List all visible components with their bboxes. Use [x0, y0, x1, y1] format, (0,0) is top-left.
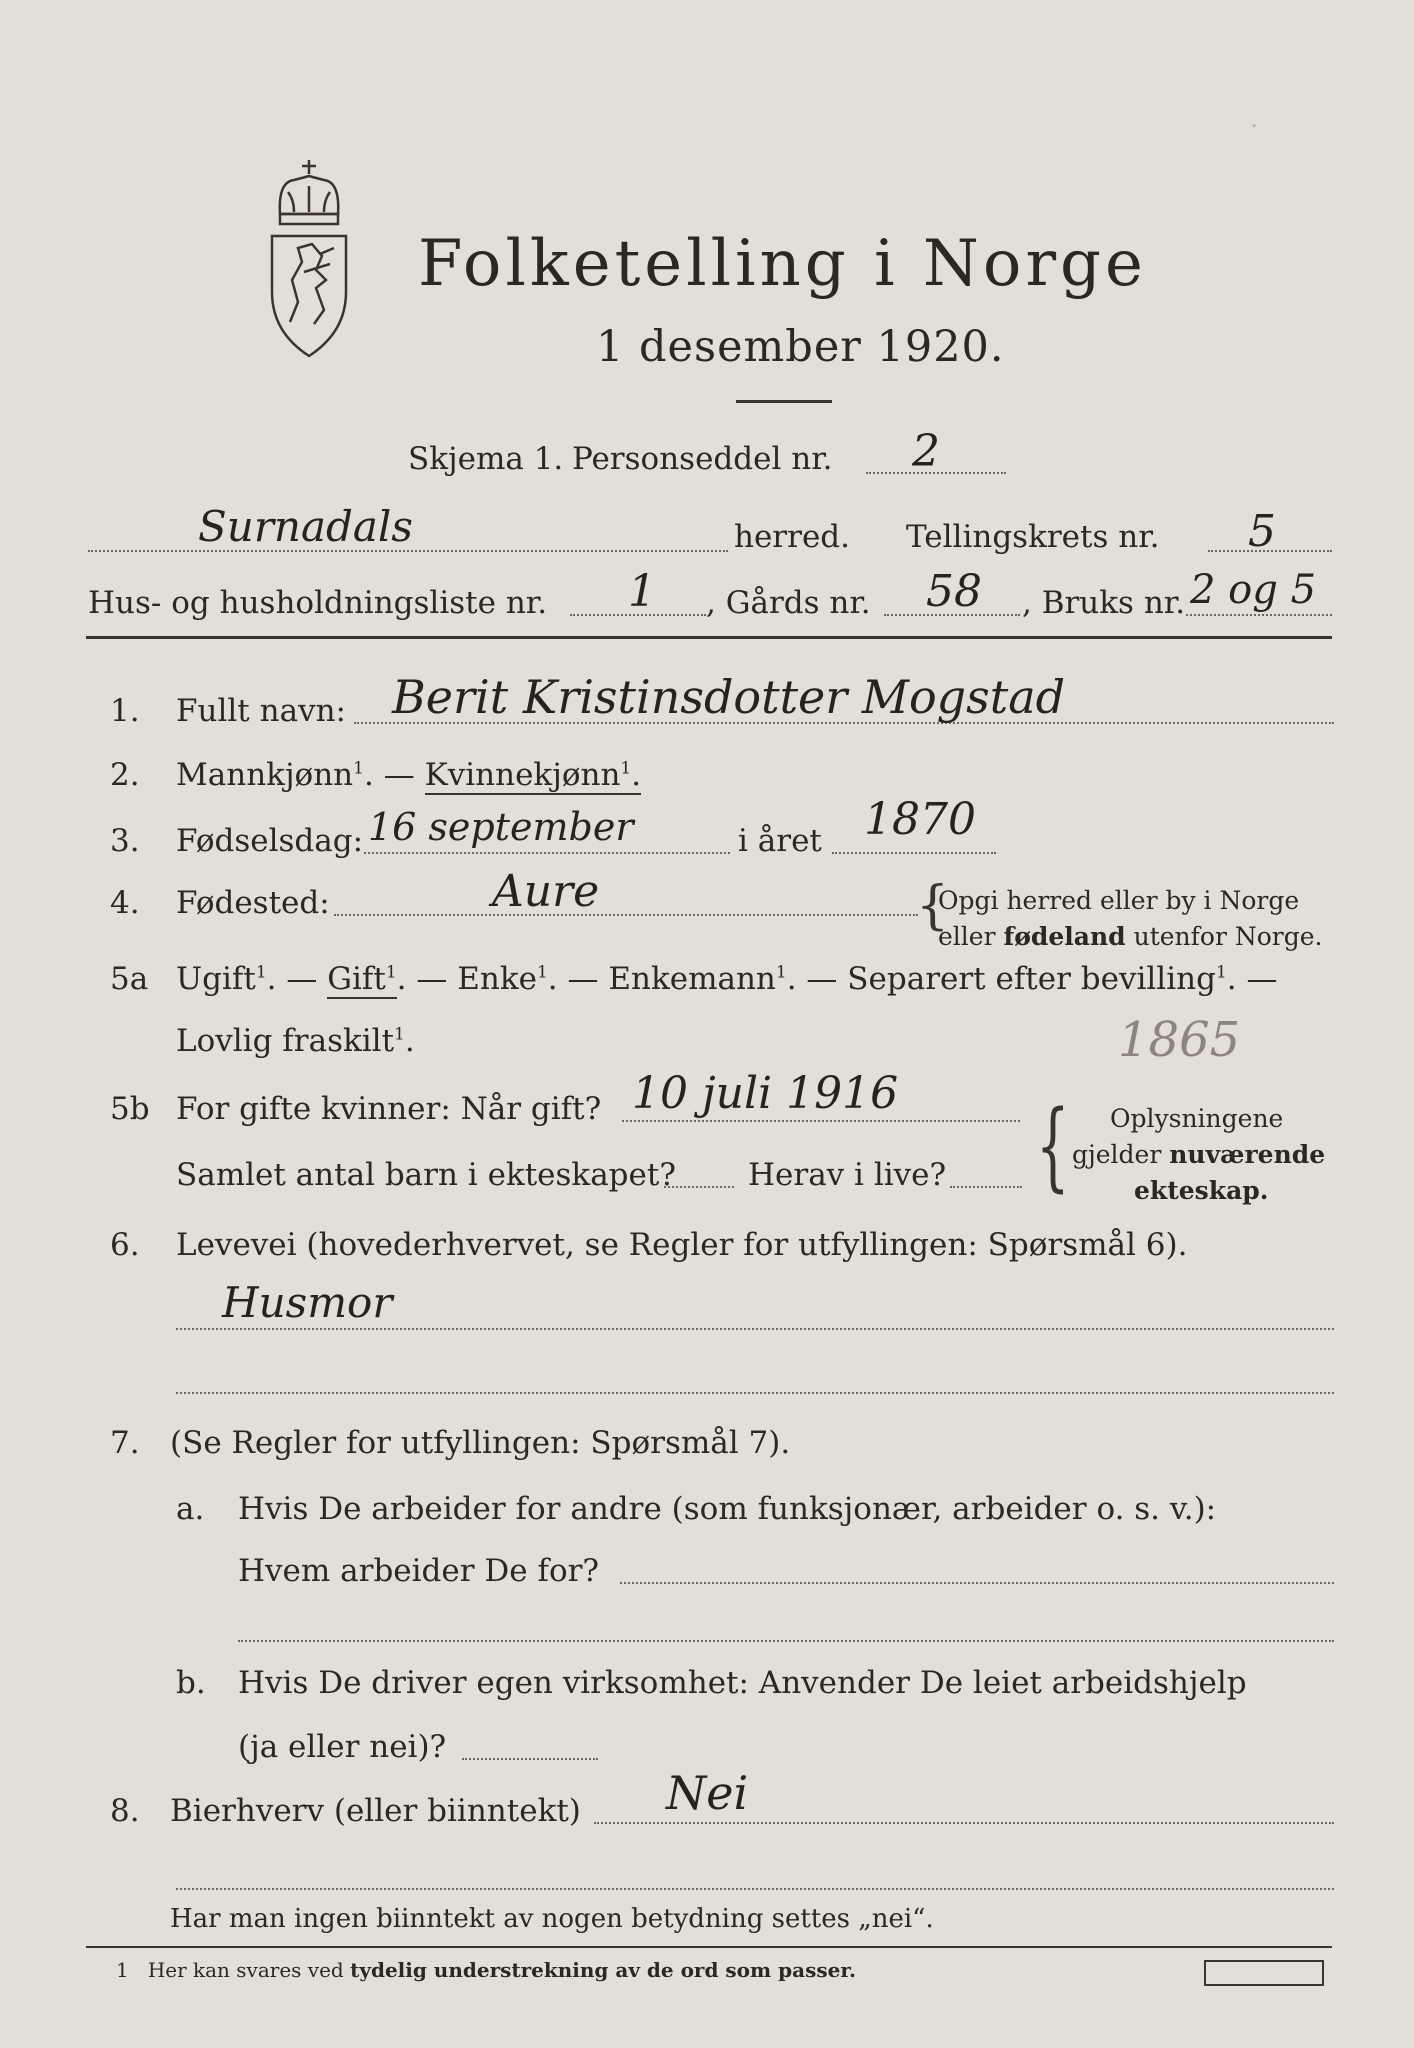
bruks-field	[1186, 614, 1332, 616]
q5b-note-line1: Oplysningene	[1110, 1104, 1284, 1133]
q3-aaret-label: i året	[738, 823, 822, 859]
q4-field	[334, 914, 918, 916]
q5a-fraskilt-end: .	[404, 1023, 415, 1059]
q2-kvinnekjonn: Kvinnekjønn	[424, 757, 621, 793]
title-divider	[736, 400, 832, 403]
q5a-mark-2: 1	[385, 962, 397, 983]
q5a-gift: Gift	[327, 961, 386, 997]
footnote-text-b: tydelig understrekning av de ord som passer.	[350, 1958, 856, 1982]
q5a-mark-3: 1	[536, 962, 548, 983]
q5b-note-nuvaerende: nuværende	[1169, 1140, 1326, 1169]
q2-kvinnekjonn-underlined	[425, 757, 642, 795]
q7b-field	[462, 1758, 598, 1760]
q4-number: 4.	[110, 885, 140, 921]
q5a-mark-1: 1	[255, 962, 267, 983]
q6-label: Levevei (hovederhvervet, se Regler for utfyllingen: Spørsmål 6).	[176, 1227, 1188, 1263]
q5a-mark-6: 1	[394, 1024, 405, 1045]
skjema-label: Skjema 1.	[408, 441, 564, 477]
q4-value: Aure	[492, 866, 600, 917]
q7a-text: Hvis De arbeider for andre (som funksjonær, arbeider o. s. v.):	[238, 1491, 1217, 1527]
q7-label: (Se Regler for utfyllingen: Spørsmål 7).	[170, 1425, 791, 1461]
q1-label: Fullt navn:	[176, 693, 346, 729]
q2-separator: . —	[363, 757, 415, 793]
q5a-end: . —	[1226, 961, 1278, 997]
q5a-sep-1: . —	[266, 961, 328, 997]
q2-options	[176, 757, 642, 793]
q3-year-value: 1870	[864, 794, 976, 845]
personseddel-label: Personseddel nr.	[572, 441, 833, 477]
q5a-gift-underlined	[327, 961, 396, 999]
q7b-text: Hvis De driver egen virksomhet: Anvender De leiet arbeidshjelp	[238, 1665, 1247, 1701]
q6-value: Husmor	[222, 1278, 393, 1327]
herred-value: Surnadals	[198, 502, 413, 551]
personseddel-value: 2	[912, 426, 940, 477]
q3-day-value: 16 september	[368, 805, 634, 849]
q6-field-1	[176, 1328, 1334, 1330]
q3-label: Fødselsdag:	[176, 823, 364, 859]
q5b-value: 10 juli 1916	[632, 1068, 899, 1119]
q1-number: 1.	[110, 693, 140, 729]
q7b-letter: b.	[176, 1665, 206, 1701]
q5b-note-line3: ekteskap.	[1134, 1176, 1269, 1205]
q5a-line2	[176, 1023, 415, 1059]
q4-note-line1: Opgi herred eller by i Norge	[938, 886, 1300, 915]
q8-value: Nei	[666, 1766, 749, 1820]
printer-stamp	[1204, 1960, 1324, 1986]
q8-number: 8.	[110, 1793, 140, 1829]
census-date: 1 desember 1920.	[596, 322, 1005, 372]
q5a-fraskilt: Lovlig fraskilt	[176, 1023, 395, 1059]
q5b-number: 5b	[110, 1091, 150, 1127]
q4-note-utenfor: utenfor Norge.	[1125, 922, 1323, 951]
norwegian-coat-of-arms-icon	[258, 152, 360, 364]
footnote-text-a: Her kan svares ved	[147, 1958, 351, 1982]
q2-end: .	[631, 757, 642, 793]
q6-number: 6.	[110, 1227, 140, 1263]
q8-field	[594, 1822, 1334, 1824]
q5a-enke: . — Enke	[396, 961, 537, 997]
gards-label: , Gårds nr.	[706, 585, 871, 621]
q5a-ugift: Ugift	[176, 961, 256, 997]
bleed-through-text: ·	[1250, 112, 1259, 142]
q5a-annotation: 1865	[1118, 1012, 1241, 1068]
herred-label: herred.	[734, 519, 850, 555]
q5a-mark-5: 1	[1215, 962, 1227, 983]
bruks-value: 2 og 5	[1190, 567, 1317, 613]
q2-footnote-mark-1: 1	[353, 758, 364, 779]
footnote-number: 1	[116, 1958, 129, 1982]
q4-note-eller: eller	[938, 922, 1004, 951]
hus-value: 1	[628, 566, 656, 617]
q5a-number: 5a	[110, 961, 149, 997]
q5b-children-field	[664, 1186, 734, 1188]
hus-label: Hus- og husholdningsliste nr.	[88, 585, 548, 621]
q1-value: Berit Kristinsdotter Mogstad	[392, 670, 1066, 724]
q5a-mark-4: 1	[775, 962, 787, 983]
bruks-label: , Bruks nr.	[1022, 585, 1186, 621]
q5b-live-label: Herav i live?	[748, 1157, 947, 1193]
q3-year-field	[832, 852, 996, 854]
q3-number: 3.	[110, 823, 140, 859]
q2-number: 2.	[110, 757, 140, 793]
q5b-live-field	[950, 1186, 1022, 1188]
q7a-text2: Hvem arbeider De for?	[238, 1553, 600, 1589]
q7-number: 7.	[110, 1425, 140, 1461]
q2-mannkjonn: Mannkjønn	[176, 757, 354, 793]
q7a-field-2	[238, 1640, 1334, 1642]
q5b-note-line2	[1072, 1142, 1325, 1167]
q5b-line2: Samlet antal barn i ekteskapet?	[176, 1157, 676, 1193]
q5b-label: For gifte kvinner: Når gift?	[176, 1091, 602, 1127]
q5b-note-brace: {	[1036, 1090, 1070, 1202]
q5a-separert: . — Separert efter bevilling	[786, 961, 1216, 997]
footnote	[116, 1960, 856, 1980]
q4-note-brace: {	[916, 876, 950, 936]
footer-divider	[86, 1946, 1332, 1948]
q5b-field	[622, 1120, 1020, 1122]
q2-footnote-mark-2: 1	[620, 758, 632, 779]
q8-field-2	[176, 1888, 1334, 1890]
gards-value: 58	[926, 566, 982, 617]
q7a-letter: a.	[176, 1491, 205, 1527]
footer-note: Har man ingen biinntekt av nogen betydning settes „nei“.	[170, 1904, 934, 1934]
q5b-note-gjelder: gjelder	[1072, 1140, 1170, 1169]
q7a-field-1	[620, 1582, 1334, 1584]
q6-field-2	[176, 1392, 1334, 1394]
q4-label: Fødested:	[176, 885, 330, 921]
q4-note-fodeland: fødeland	[1003, 922, 1126, 951]
q5a-options	[176, 961, 1278, 997]
q8-label: Bierhverv (eller biinntekt)	[170, 1793, 581, 1829]
form-title: Folketelling i Norge	[418, 227, 1147, 301]
q4-note-line2	[938, 924, 1322, 949]
tellingskrets-label: Tellingskrets nr.	[906, 519, 1160, 555]
tellingskrets-value: 5	[1248, 506, 1276, 557]
q3-day-field	[364, 852, 730, 854]
q7b-text2: (ja eller nei)?	[238, 1729, 447, 1765]
q5a-enkemann: . — Enkemann	[547, 961, 776, 997]
header-divider	[86, 636, 1332, 639]
